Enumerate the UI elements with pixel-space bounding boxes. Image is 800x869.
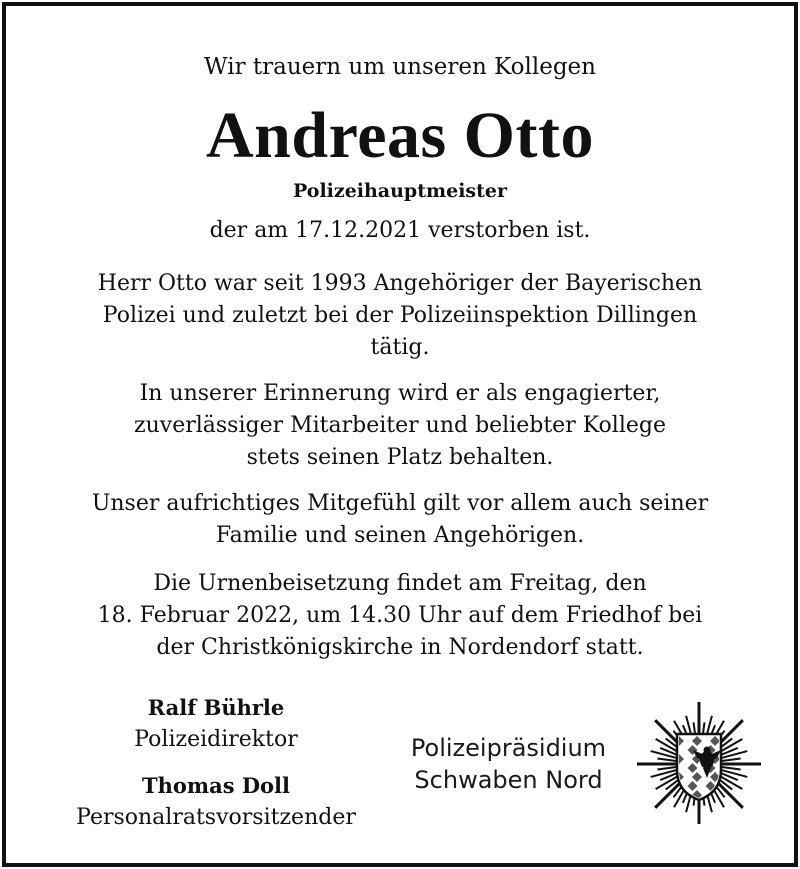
signatory-name: Thomas Doll bbox=[141, 773, 291, 798]
signatory-name: Ralf Bührle bbox=[147, 695, 285, 720]
text-line: Die Urnenbeisetzung findet am Freitag, den bbox=[153, 571, 647, 596]
obituary-frame bbox=[2, 2, 798, 867]
signatory-title: Polizeidirektor bbox=[134, 727, 298, 752]
text-line: 18. Februar 2022, um 14.30 Uhr auf dem Friedhof bei bbox=[97, 603, 703, 628]
organization-line-2: Schwaben Nord bbox=[414, 766, 603, 794]
death-date-line: der am 17.12.2021 verstorben ist. bbox=[209, 218, 591, 243]
intro-line: Wir trauern um unseren Kollegen bbox=[204, 54, 596, 80]
memory-paragraph bbox=[6, 378, 794, 474]
text-line: Familie und seinen Angehörigen. bbox=[215, 523, 585, 548]
organization-line-1: Polizeipräsidium bbox=[410, 734, 607, 762]
organization-name bbox=[386, 732, 631, 796]
signatory-title: Personalratsvorsitzender bbox=[76, 805, 356, 830]
text-line: zuverlässiger Mitarbeiter und beliebter Kollege bbox=[134, 413, 666, 438]
career-paragraph bbox=[6, 268, 794, 364]
police-star-svg bbox=[633, 692, 765, 824]
funeral-paragraph bbox=[6, 568, 794, 664]
text-line: der Christkönigskirche in Nordendorf statt. bbox=[156, 635, 644, 660]
text-line: In unserer Erinnerung wird er als engagierter, bbox=[139, 381, 661, 406]
text-line: Polizei und zuletzt bei der Polizeiinspektion Dillingen bbox=[102, 303, 698, 328]
text-line: Herr Otto war seit 1993 Angehöriger der Bayerischen bbox=[97, 271, 703, 296]
signatory-1 bbox=[46, 692, 386, 756]
deceased-name: Andreas Otto bbox=[206, 99, 594, 172]
text-line: stets seinen Platz behalten. bbox=[246, 445, 554, 470]
deceased-rank: Polizeihauptmeister bbox=[293, 180, 507, 202]
condolence-paragraph bbox=[6, 488, 794, 552]
signatory-2 bbox=[46, 770, 386, 834]
police-star-badge-icon bbox=[633, 692, 765, 824]
text-line: Unser aufrichtiges Mitgefühl gilt vor allem auch seiner bbox=[91, 491, 709, 516]
text-line: tätig. bbox=[370, 335, 430, 360]
